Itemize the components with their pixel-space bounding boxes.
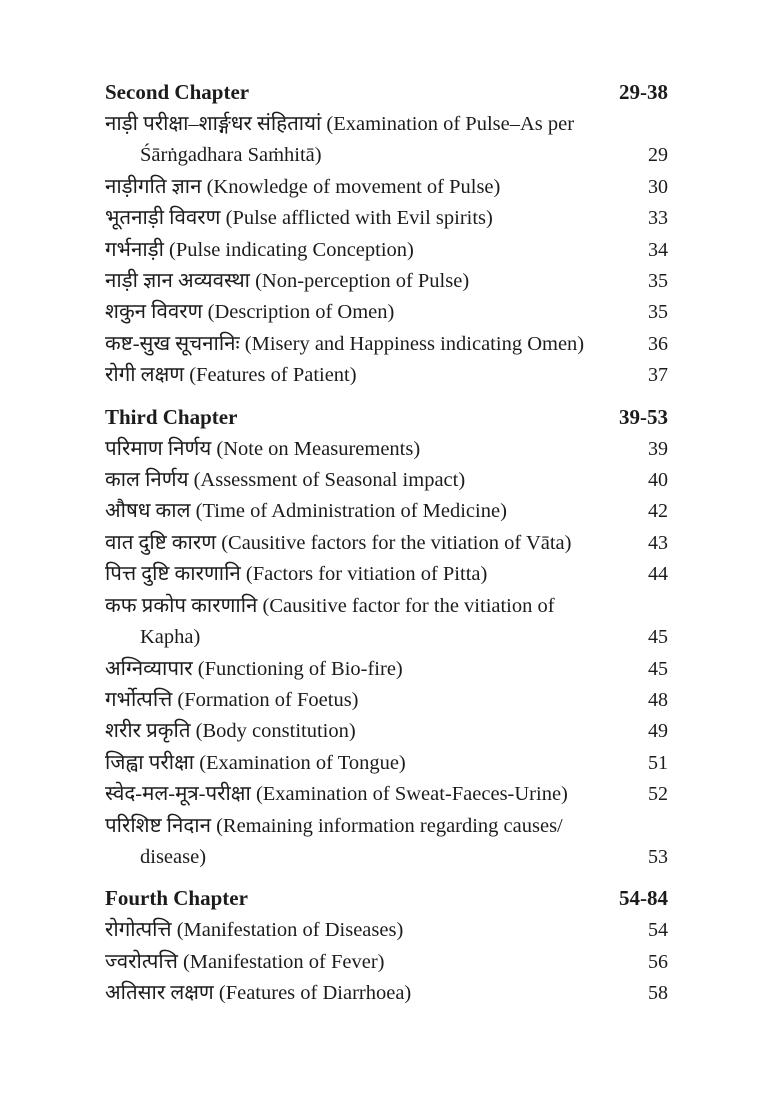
toc-entry-text: स्वेद-मल-मूत्र-परीक्षा (Examination of Sweat-Faeces-Urine)	[105, 783, 568, 806]
page-number: 45	[648, 657, 668, 680]
chapter-page-range: 29-38	[619, 80, 668, 104]
toc-entry	[105, 654, 668, 685]
toc-entry	[105, 203, 668, 234]
page-number: 35	[648, 270, 668, 293]
chapter-title: Third Chapter	[105, 404, 238, 429]
toc-entry-text: ज्वरोत्पत्ति (Manifestation of Fever)	[105, 950, 385, 973]
toc-entry-text: नाड़ीगति ज्ञान (Knowledge of movement of Pulse)	[105, 175, 501, 198]
toc-entry	[105, 528, 668, 559]
toc-entry-text: शरीर प्रकृति (Body constitution)	[105, 720, 356, 743]
chapter-title: Fourth Chapter	[105, 886, 248, 911]
toc-entry-text: परिमाण निर्णय (Note on Measurements)	[105, 437, 421, 460]
page-number: 34	[648, 238, 668, 261]
toc-entry	[105, 235, 668, 266]
chapter-page-range: 54-84	[619, 886, 668, 911]
toc-entry-text: अतिसार लक्षण (Features of Diarrhoea)	[105, 982, 412, 1005]
page-number: 39	[648, 437, 668, 460]
chapter-section-second	[105, 76, 668, 392]
toc-entry-text: कफ प्रकोप कारणानि (Causitive factor for the vitiation of	[105, 594, 555, 617]
toc-entry-text: भूतनाड़ी विवरण (Pulse afflicted with Evil spirits)	[105, 207, 493, 230]
toc-entry-text: नाड़ी ज्ञान अव्यवस्था (Non-perception of Pulse)	[105, 270, 470, 293]
toc-entry-text: पित्त दुष्टि कारणानि (Factors for vitiation of Pitta)	[105, 563, 488, 586]
toc-entry-text-continued: disease)	[140, 845, 207, 868]
toc-entry-text: अग्निव्यापार (Functioning of Bio-fire)	[105, 657, 403, 680]
page-number: 52	[648, 783, 668, 806]
toc-entry-text: काल निर्णय (Assessment of Seasonal impact)	[105, 469, 466, 492]
page-number: 42	[648, 500, 668, 523]
page-number: 44	[648, 563, 668, 586]
toc-entry-text: गर्भोत्पत्ति (Formation of Foetus)	[105, 688, 359, 711]
toc-entry-text: वात दुष्टि कारण (Causitive factors for the vitiation of Vāta)	[105, 531, 572, 554]
page-number: 43	[648, 531, 668, 554]
page-number: 40	[648, 469, 668, 492]
toc-entry-text: रोगी लक्षण (Features of Patient)	[105, 364, 357, 387]
page-number: 48	[648, 688, 668, 711]
toc-entry	[105, 434, 668, 465]
page-number: 56	[648, 950, 668, 973]
chapter-section-third	[105, 401, 668, 874]
page-number: 49	[648, 720, 668, 743]
page-number: 58	[648, 982, 668, 1005]
toc-entry-text-continued: Śārṅgadhara Saṁhitā)	[140, 144, 322, 167]
toc-entry-text: नाड़ी परीक्षा–शार्ङ्गधर संहितायां (Examination of Pulse–As per	[105, 113, 575, 135]
toc-entry	[105, 496, 668, 527]
page-number: 54	[648, 919, 668, 942]
toc-entry	[105, 978, 668, 1009]
toc-entry-text: गर्भनाड़ी (Pulse indicating Conception)	[105, 238, 414, 261]
page-number: 36	[648, 332, 668, 355]
chapter-section-fourth	[105, 882, 668, 1009]
toc-entry	[105, 297, 668, 328]
page-number: 33	[648, 207, 668, 230]
toc-entry	[105, 811, 668, 874]
toc-entry	[105, 915, 668, 946]
toc-entry	[105, 779, 668, 810]
page-number: 35	[648, 301, 668, 324]
toc-entry	[105, 360, 668, 391]
toc-entry-text: शकुन विवरण (Description of Omen)	[105, 301, 395, 324]
toc-entry	[105, 465, 668, 496]
toc-entry	[105, 109, 668, 172]
toc-entry-text: रोगोत्पत्ति (Manifestation of Diseases)	[105, 919, 404, 942]
toc-entry-text-continued: Kapha)	[140, 626, 201, 649]
page-number: 53	[648, 845, 668, 868]
chapter-heading	[105, 882, 668, 915]
toc-entry	[105, 266, 668, 297]
toc-entry	[105, 716, 668, 747]
page-number: 29	[648, 144, 668, 167]
toc-entry	[105, 947, 668, 978]
chapter-title: Second Chapter	[105, 80, 250, 104]
toc-entry	[105, 329, 668, 360]
toc-entry-text: जिह्वा परीक्षा (Examination of Tongue)	[105, 751, 406, 774]
toc-entry	[105, 685, 668, 716]
toc-entry-text: परिशिष्ट निदान (Remaining information regarding causes/	[105, 814, 563, 837]
page-number: 37	[648, 364, 668, 387]
page-number: 51	[648, 751, 668, 774]
toc-entry	[105, 172, 668, 203]
chapter-heading	[105, 76, 668, 109]
chapter-page-range: 39-53	[619, 404, 668, 429]
toc-entry	[105, 591, 668, 654]
toc-entry	[105, 748, 668, 779]
chapter-heading	[105, 401, 668, 434]
toc-entry	[105, 559, 668, 590]
page-number: 45	[648, 626, 668, 649]
toc-entry-text: औषध काल (Time of Administration of Medicine)	[105, 500, 507, 523]
page-number: 30	[648, 175, 668, 198]
toc-entry-text: कष्ट-सुख सूचनानिः (Misery and Happiness indicating Omen)	[105, 332, 585, 355]
